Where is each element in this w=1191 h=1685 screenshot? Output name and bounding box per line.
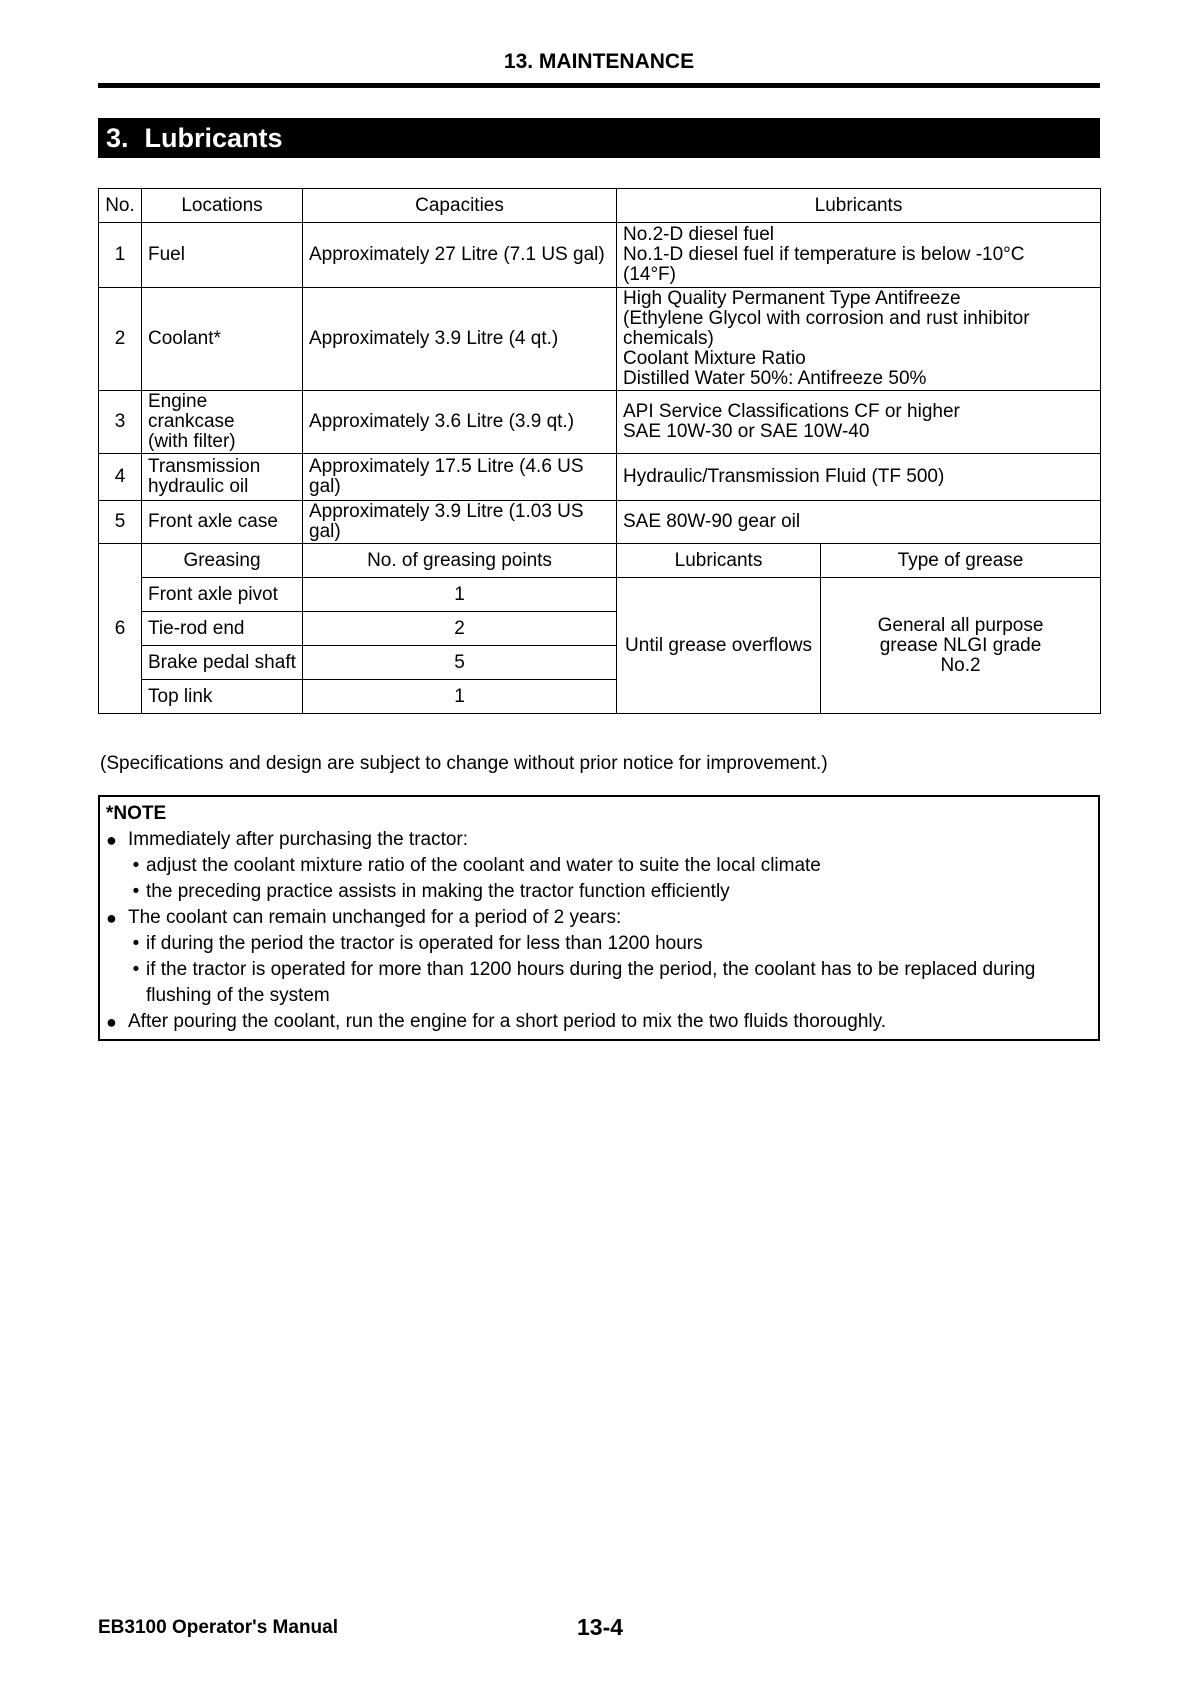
greasing-points: 5 [303,646,617,680]
row-no: 1 [99,223,142,288]
note-bullet [106,1009,1092,1035]
greasing-row-no: 6 [99,544,142,714]
header-rule [98,83,1100,88]
row-location: Transmission hydraulic oil [142,454,303,501]
greasing-header: Greasing [142,544,303,578]
row-no: 3 [99,391,142,454]
page-number: 13-4 [577,1614,624,1640]
row-capacity: Approximately 27 Litre (7.1 US gal) [303,223,617,288]
note-subitem-text: adjust the coolant mixture ratio of the coolant and water to suite the local climate [146,855,821,876]
row-location: Engine crankcase (with filter) [142,391,303,454]
manual-title: EB3100 Operator's Manual [98,1617,338,1638]
note-box [98,795,1100,1041]
table-row [99,454,1101,501]
greasing-points: 1 [303,680,617,714]
row-no: 2 [99,288,142,391]
greasing-points: 2 [303,612,617,646]
row-lubricant: High Quality Permanent Type Antifreeze (Ethylene Glycol with corrosion and rust inhibitor chemicals) Coolant Mixture Ratio Distilled Water 50%: Antifreeze 50% [617,288,1101,391]
note-bullet [106,827,1092,853]
note-bullet [106,905,1092,931]
greasing-header-row [99,544,1101,578]
greasing-item: Front axle pivot [142,578,303,612]
greasing-item: Tie-rod end [142,612,303,646]
note-bullet-text: Immediately after purchasing the tractor: [128,829,469,850]
row-location: Fuel [142,223,303,288]
col-header-no: No. [99,189,142,223]
col-header-capacities: Capacities [303,189,617,223]
row-location: Front axle case [142,501,303,544]
table-header-row [99,189,1101,223]
disclaimer-text: (Specifications and design are subject to change without prior notice for improvement.) [100,753,828,774]
lubricants-table [98,188,1101,714]
row-capacity: Approximately 17.5 Litre (4.6 US gal) [303,454,617,501]
greasing-item: Top link [142,680,303,714]
sub-bullet-icon: • [132,933,140,954]
note-subitem-text: the preceding practice assists in making the tractor function efficiently [146,881,730,902]
note-bullet-text: The coolant can remain unchanged for a period of 2 years: [128,907,622,928]
greasing-item: Brake pedal shaft [142,646,303,680]
sub-bullet-icon: • [132,855,140,876]
row-lubricant: API Service Classifications CF or higher SAE 10W-30 or SAE 10W-40 [617,391,1101,454]
table-row [99,501,1101,544]
note-bullet-text: After pouring the coolant, run the engine for a short period to mix the two fluids thoroughly. [128,1011,886,1032]
greasing-points: 1 [303,578,617,612]
section-number: 3. [106,122,129,153]
chapter-header: 13. MAINTENANCE [503,50,695,73]
row-capacity: Approximately 3.9 Litre (1.03 US gal) [303,501,617,544]
row-capacity: Approximately 3.6 Litre (3.9 qt.) [303,391,617,454]
bullet-icon: ● [106,908,117,928]
section-title: Lubricants [144,122,283,153]
note-subitem [106,879,1092,905]
table-row [99,391,1101,454]
note-subitem-text: if during the period the tractor is operated for less than 1200 hours [146,933,703,954]
greasing-lubricants-header: Lubricants [617,544,821,578]
table-row [99,578,1101,612]
sub-bullet-icon: • [132,959,140,980]
greasing-lubricant: Until grease overflows [617,578,821,714]
table-row [99,223,1101,288]
section-title-bar [98,118,1100,158]
note-subitem [106,957,1092,1009]
row-no: 5 [99,501,142,544]
col-header-locations: Locations [142,189,303,223]
note-subitem-text: if the tractor is operated for more than 1200 hours during the period, the coolant has to be replaced during flushing of the system [146,959,1036,1006]
row-no: 4 [99,454,142,501]
row-lubricant: Hydraulic/Transmission Fluid (TF 500) [617,454,1101,501]
row-capacity: Approximately 3.9 Litre (4 qt.) [303,288,617,391]
grease-type-header: Type of grease [821,544,1101,578]
note-title: *NOTE [106,803,167,824]
sub-bullet-icon: • [132,881,140,902]
note-subitem [106,853,1092,879]
row-lubricant: No.2-D diesel fuel No.1-D diesel fuel if temperature is below -10°C (14°F) [617,223,1101,288]
row-location: Coolant* [142,288,303,391]
table-row [99,288,1101,391]
grease-type: General all purpose grease NLGI grade No.2 [821,578,1101,714]
col-header-lubricants: Lubricants [617,189,1101,223]
greasing-points-header: No. of greasing points [303,544,617,578]
bullet-icon: ● [106,830,117,850]
bullet-icon: ● [106,1012,117,1032]
row-lubricant: SAE 80W-90 gear oil [617,501,1101,544]
note-subitem [106,931,1092,957]
